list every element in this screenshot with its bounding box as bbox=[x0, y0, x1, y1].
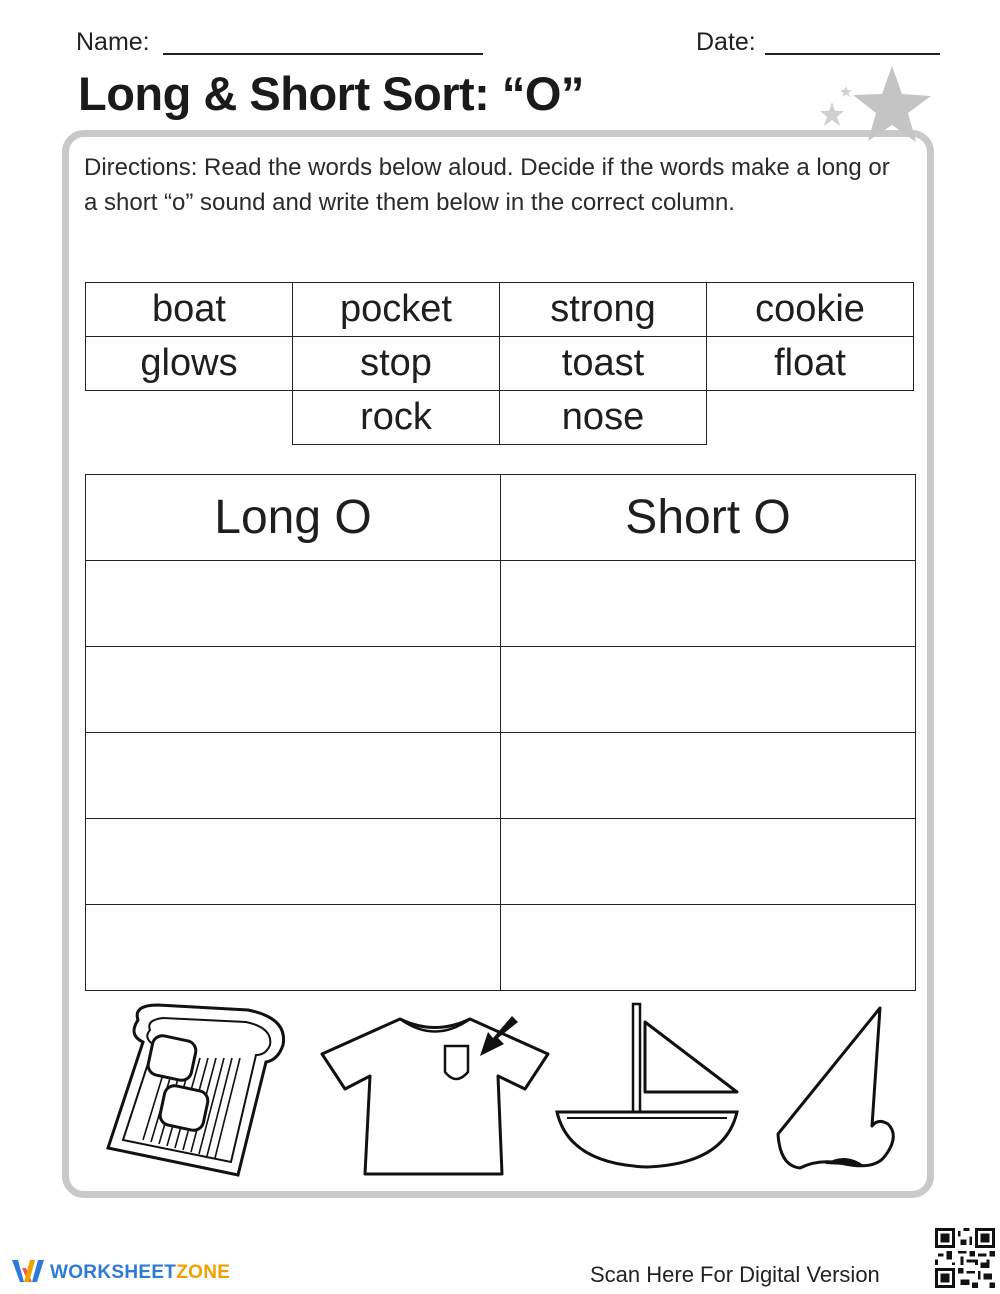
word-bank bbox=[85, 282, 914, 445]
qr-code-icon[interactable] bbox=[935, 1228, 995, 1288]
word-cell: toast bbox=[500, 337, 707, 391]
stars-icon bbox=[810, 62, 935, 157]
long-o-answer-cell[interactable] bbox=[86, 733, 501, 819]
date-field[interactable] bbox=[765, 53, 940, 55]
name-label: Name: bbox=[76, 28, 150, 56]
nose-icon bbox=[770, 1006, 905, 1176]
short-o-header: Short O bbox=[501, 475, 916, 561]
word-cell: boat bbox=[86, 283, 293, 337]
scan-text: Scan Here For Digital Version bbox=[590, 1262, 880, 1287]
long-o-header: Long O bbox=[86, 475, 501, 561]
toast-icon bbox=[98, 1000, 298, 1180]
name-field[interactable] bbox=[163, 53, 483, 55]
worksheetzone-logo-icon bbox=[10, 1256, 48, 1286]
short-o-answer-cell[interactable] bbox=[501, 647, 916, 733]
page-title: Long & Short Sort: “O” bbox=[78, 67, 584, 120]
sailboat-icon bbox=[555, 1002, 745, 1172]
word-cell: glows bbox=[86, 337, 293, 391]
long-o-answer-cell[interactable] bbox=[86, 819, 501, 905]
long-o-answer-cell[interactable] bbox=[86, 905, 501, 991]
long-o-answer-cell[interactable] bbox=[86, 561, 501, 647]
date-label: Date: bbox=[696, 28, 756, 56]
shirt-pocket-icon bbox=[320, 1014, 555, 1179]
word-cell: pocket bbox=[293, 283, 500, 337]
brand-part2: ZONE bbox=[176, 1262, 231, 1283]
long-o-answer-cell[interactable] bbox=[86, 647, 501, 733]
word-cell: stop bbox=[293, 337, 500, 391]
brand-part1: WORKSHEET bbox=[50, 1262, 177, 1283]
sort-table bbox=[85, 474, 916, 991]
short-o-answer-cell[interactable] bbox=[501, 905, 916, 991]
word-cell: float bbox=[707, 337, 914, 391]
short-o-answer-cell[interactable] bbox=[501, 733, 916, 819]
empty-cell bbox=[86, 391, 293, 445]
brand-name bbox=[50, 1262, 230, 1284]
word-cell: rock bbox=[293, 391, 500, 445]
word-cell: cookie bbox=[707, 283, 914, 337]
directions-text: Directions: Read the words below aloud. Decide if the words make a long or a short “o” sound and write them below in the correct column. bbox=[84, 154, 890, 216]
short-o-answer-cell[interactable] bbox=[501, 819, 916, 905]
empty-cell bbox=[707, 391, 914, 445]
word-cell: nose bbox=[500, 391, 707, 445]
word-cell: strong bbox=[500, 283, 707, 337]
short-o-answer-cell[interactable] bbox=[501, 561, 916, 647]
